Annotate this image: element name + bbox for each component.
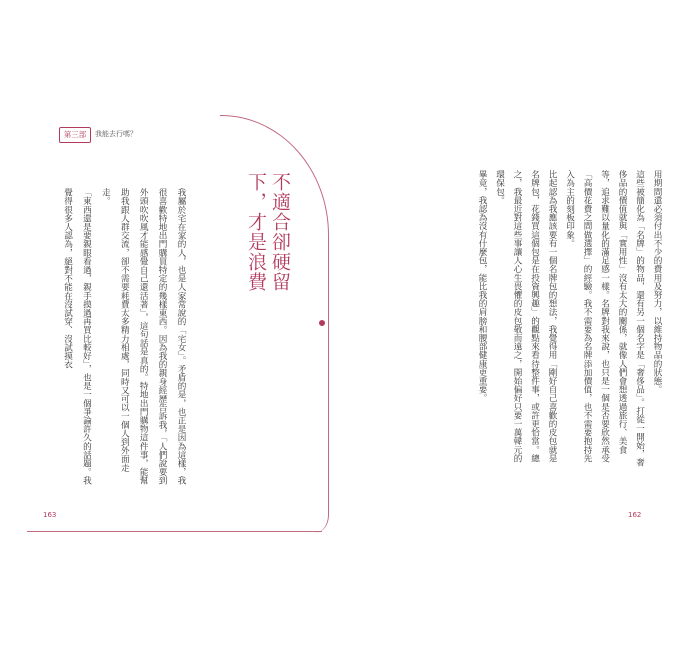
left-page-body bbox=[58, 188, 190, 488]
paragraph: 用期間還必須付出不少的費用及努力，以維持物品的狀態。 bbox=[652, 170, 662, 394]
paragraph: 畢竟，我認為沒有什麼包，能比我的肩膀和腰部健康更重要。 bbox=[477, 170, 487, 403]
page-number-left: 163 bbox=[43, 511, 57, 519]
chapter-badge: 第三部 bbox=[59, 127, 91, 143]
page-number-right: 162 bbox=[628, 511, 642, 519]
decorative-dot bbox=[319, 320, 325, 326]
right-page-body bbox=[453, 170, 665, 470]
chapter-title: 我能去行嗎？ bbox=[95, 130, 137, 138]
frame-bottom-line bbox=[27, 531, 322, 532]
paragraph: 這些被簡化為「名牌」的物品，還有另一個名字是「奢侈品」。打從一開始，奢侈品的價值就與「實用性」沒有太大的關係，就像人們會想透過旅行、美食等，追求難以量化的滿足感一樣。名牌對我來說，也只是一個是否要欣然承受「高價花費之間做選擇」的經驗。我不需要為名牌添加價值，也不需要抱持先入為主的刻板印象。 bbox=[564, 170, 645, 467]
paragraph: 我屬於宅在家的人，也是人家常說的「宅女」。矛盾的是，也正是因為這樣，我很喜歡特地出門購買特定的幾樣東西。因為我的親身經歷告訴我，「人們說要到外頭吹吹風才能感覺自己還活著」，這句話是真的。特地出門購物這件事，能幫助我跟人群交流，卻不需要耗費太多精力相處，同時又可以一個人到外面走走。 bbox=[100, 188, 186, 485]
paragraph: 比起認為我應該要有一個名牌包的想法，我覺得用「剛好自己喜歡的皮包就是名牌包，花錢買這個包是在投資興趣」的觀點來看待整件事，或許更恰當。總之，我最近對這些事讓人心生畏懼的皮包敬而遠之，開始偏好只要一萬韓元的環保包。 bbox=[494, 170, 557, 463]
paragraph: 「東西還是要親眼看過，親手摸過再買比較好」，也是一個爭論許久的話題。我覺得很多人認為，絕對不能在沒試穿、沒試摸衣 bbox=[62, 188, 92, 485]
section-heading: 不適合卻硬留下，才是浪費 bbox=[245, 172, 291, 292]
